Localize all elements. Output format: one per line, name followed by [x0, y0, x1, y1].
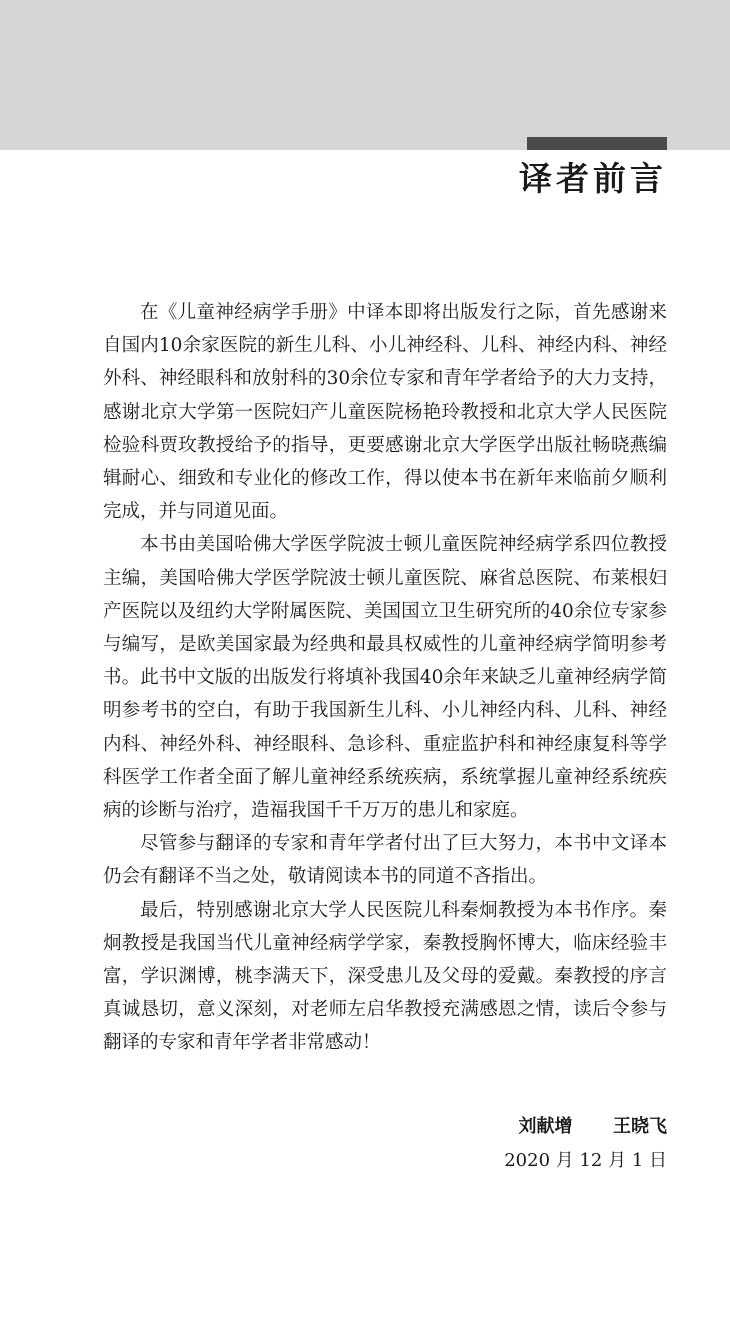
- preface-body: [103, 296, 667, 1060]
- signature-block: [504, 1110, 667, 1178]
- paragraph-final-thanks: 最后，特别感谢北京大学人民医院儿科秦炯教授为本书作序。秦炯教授是我国当代儿童神经病学学家，秦教授胸怀博大，临床经验丰富，学识渊博，桃李满天下，深受患儿及父母的爱戴。秦教授的序言真诚恳切，意义深刻，对老师左启华教授充满感恩之情，读后令参与翻译的专家和青年学者非常感动！: [103, 899, 667, 1054]
- translator-names: 刘献增 王晓飞: [518, 1116, 667, 1137]
- page-title: 译者前言: [519, 159, 667, 198]
- header-band: [0, 0, 730, 150]
- signature-date: 2020 月 12 月 1 日: [504, 1150, 667, 1171]
- title-accent-bar: [527, 137, 667, 150]
- paragraph-book-introduction: 本书由美国哈佛大学医学院波士顿儿童医院神经病学系四位教授主编，美国哈佛大学医学院波士顿儿童医院、麻省总医院、布莱根妇产医院以及纽约大学附属医院、美国国立卫生研究所的40余位专家参与编写，是欧美国家最为经典和最具权威性的儿童神经病学简明参考书。此书中文版的出版发行将填补我国40余年来缺乏儿童神经病学简明参考书的空白，有助于我国新生儿科、小儿神经内科、儿科、神经内科、神经外科、神经眼科、急诊科、重症监护科和神经康复科等学科医学工作者全面了解儿童神经系统疾病，系统掌握儿童神经系统疾病的诊断与治疗，造福我国千千万万的患儿和家庭。: [103, 534, 667, 822]
- paragraph-translation-note: 尽管参与翻译的专家和青年学者付出了巨大努力，本书中文译本仍会有翻译不当之处，敬请阅读本书的同道不吝指出。: [103, 833, 667, 888]
- paragraph-acknowledgements: 在《儿童神经病学手册》中译本即将出版发行之际，首先感谢来自国内10余家医院的新生儿科、小儿神经科、儿科、神经内科、神经外科、神经眼科和放射科的30余位专家和青年学者给予的大力支持，感谢北京大学第一医院妇产儿童医院杨艳玲教授和北京大学人民医院检验科贾玫教授给予的指导，更要感谢北京大学医学出版社畅晓燕编辑耐心、细致和专业化的修改工作，得以使本书在新年来临前夕顺利完成，并与同道见面。: [103, 302, 667, 523]
